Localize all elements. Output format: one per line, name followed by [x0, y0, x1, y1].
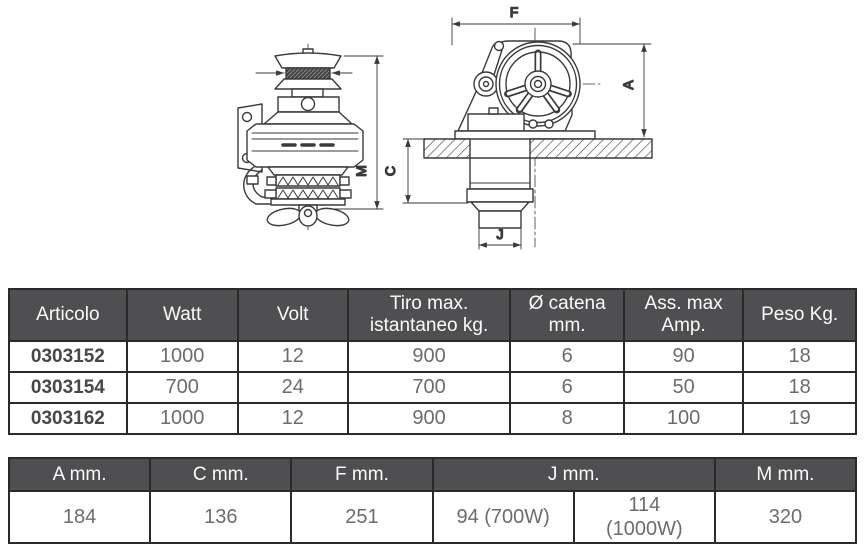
cell-c-mm: 136: [150, 491, 291, 543]
cell-j-700w: 94 (700W): [433, 491, 574, 543]
cell-amp: 100: [624, 403, 743, 434]
spec-table-header-row: [9, 289, 856, 341]
side-view: [238, 44, 383, 231]
header-f-mm: F mm.: [291, 458, 432, 491]
dim-label-f: F: [509, 4, 519, 20]
cell-a-mm: 184: [9, 491, 150, 543]
header-c-mm: C mm.: [150, 458, 291, 491]
header-catena: Ø catena mm.: [510, 289, 623, 341]
header-volt: Volt: [238, 289, 348, 341]
cell-volt: 24: [238, 372, 348, 403]
cell-tiro: 900: [348, 403, 511, 434]
cell-articolo: 0303152: [9, 341, 127, 372]
header-j-mm: J mm.: [433, 458, 715, 491]
dim-label-c: C: [382, 165, 398, 177]
cell-catena: 6: [510, 341, 623, 372]
header-a-mm: A mm.: [9, 458, 150, 491]
header-ass-max: Ass. max Amp.: [624, 289, 743, 341]
cell-articolo: 0303154: [9, 372, 127, 403]
cell-catena: 6: [510, 372, 623, 403]
cell-amp: 50: [624, 372, 743, 403]
cell-peso: 19: [743, 403, 856, 434]
cell-volt: 12: [238, 403, 348, 434]
cell-peso: 18: [743, 341, 856, 372]
cell-j-1000w: 114 (1000W): [574, 491, 715, 543]
dim-label-j: J: [496, 226, 504, 242]
header-watt: Watt: [127, 289, 238, 341]
table-row: [9, 372, 856, 403]
dimensions-table: [8, 457, 857, 544]
cell-f-mm: 251: [291, 491, 432, 543]
front-section-view: [403, 18, 652, 249]
cell-articolo: 0303162: [9, 403, 127, 434]
header-articolo: Articolo: [9, 289, 127, 341]
table-row: [9, 341, 856, 372]
header-peso: Peso Kg.: [743, 289, 856, 341]
cell-peso: 18: [743, 372, 856, 403]
cell-watt: 700: [127, 372, 238, 403]
dim-label-a: A: [620, 80, 636, 90]
dimensions-header-row: [9, 458, 856, 491]
header-m-mm: M mm.: [715, 458, 856, 491]
cell-tiro: 700: [348, 372, 511, 403]
cell-watt: 1000: [127, 341, 238, 372]
cell-m-mm: 320: [715, 491, 856, 543]
cell-watt: 1000: [127, 403, 238, 434]
cell-amp: 90: [624, 341, 743, 372]
dim-label-m: M: [353, 165, 369, 177]
header-tiro-max: Tiro max. istantaneo kg.: [348, 289, 511, 341]
dimensions-value-row: [9, 491, 856, 543]
cell-volt: 12: [238, 341, 348, 372]
table-row: [9, 403, 856, 434]
cell-catena: 8: [510, 403, 623, 434]
spec-table: [8, 288, 857, 435]
cell-tiro: 900: [348, 341, 511, 372]
